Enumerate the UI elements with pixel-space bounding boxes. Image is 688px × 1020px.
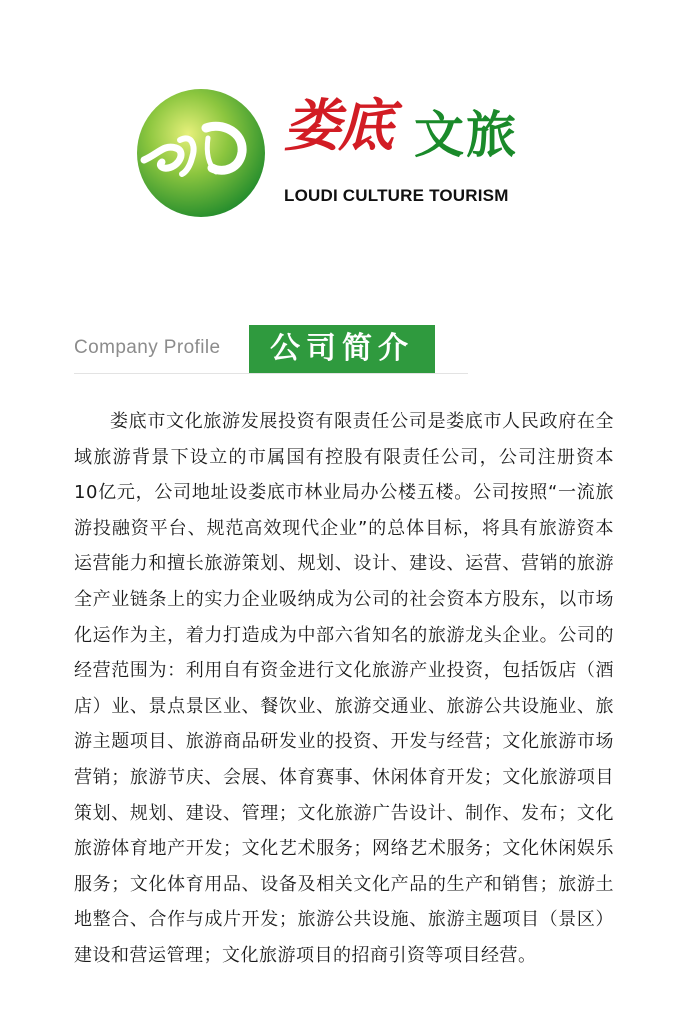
profile-paragraph: 娄底市文化旅游发展投资有限责任公司是娄底市人民政府在全域旅游背景下设立的市属国有控股有限责任公司，公司注册资本10亿元，公司地址设娄底市林业局办公楼五楼。公司按照“一流旅游投融资平台、规范高效现代企业”的总体目标，将具有旅游资本运营能力和擅长旅游策划、规划、设计、建设、运营、营销的旅游全产业链条上的实力企业吸纳成为公司的社会资本方股东，以市场化运作为主，着力打造成为中部六省知名的旅游龙头企业。公司的经营范围为：利用自有资金进行文化旅游产业投资，包括饭店（酒店）业、景点景区业、餐饮业、旅游交通业、旅游公共设施业、旅游主题项目、旅游商品研发业的投资、开发与经营；文化旅游市场营销；旅游节庆、会展、体育赛事、休闲体育开发；文化旅游项目策划、规划、建设、管理；文化旅游广告设计、制作、发布；文化旅游体育地产开发；文化艺术服务；网络艺术服务；文化休闲娱乐服务；文化体育用品、设备及相关文化产品的生产和销售；旅游土地整合、合作与成片开发；旅游公共设施、旅游主题项目（景区）建设和营运管理；文化旅游项目的招商引资等项目经营。: [74, 411, 614, 966]
section-title-cn: 公司简介: [249, 325, 435, 373]
logo-cn-green: 文旅: [414, 106, 518, 164]
section-header: [74, 325, 468, 375]
logo: [136, 88, 556, 208]
divider: [74, 373, 468, 374]
logo-emblem-icon: [136, 88, 266, 218]
section-title-en: Company Profile: [74, 337, 221, 358]
logo-cn-red: 娄底: [284, 93, 392, 159]
logo-en-text: LOUDI CULTURE TOURISM: [284, 186, 509, 205]
